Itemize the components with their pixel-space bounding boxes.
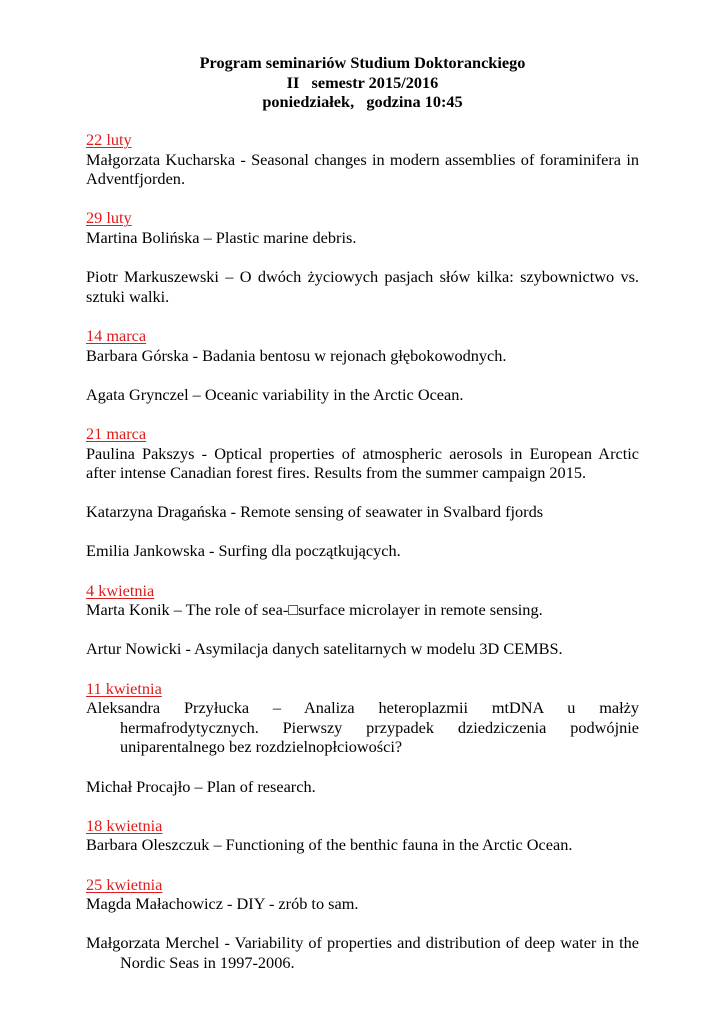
- talk-entry: Aleksandra Przyłucka – Analiza heteroplazmii mtDNA u małży hermafrodytycznych. Pierwszy przypadek dziedziczenia podwójnie uniparentalnego bez rozdzielnopłciowości?: [86, 698, 639, 757]
- talk-entry: Małgorzata Merchel - Variability of properties and distribution of deep water in the Nordic Seas in 1997-2006.: [86, 933, 639, 972]
- header-semester: II semestr 2015/2016: [286, 72, 439, 92]
- session-date: 29 luty: [86, 208, 132, 228]
- talk-entry: Barbara Górska - Badania bentosu w rejonach głębokowodnych.: [86, 345, 507, 365]
- document-header: [0, 53, 725, 112]
- talk-entry: Martina Bolińska – Plastic marine debris.: [86, 227, 357, 247]
- talk-entry: Magda Małachowicz - DIY - zrób to sam.: [86, 894, 359, 914]
- session-date: 11 kwietnia: [86, 678, 162, 698]
- session-25-kwietnia: [86, 875, 639, 973]
- session-22-luty: [86, 130, 639, 189]
- talk-entry: Piotr Markuszewski – O dwóch życiowych pasjach słów kilka: szybownictwo vs. sztuki walki.: [86, 267, 639, 306]
- talk-entry: Artur Nowicki - Asymilacja danych satelitarnych w modelu 3D CEMBS.: [86, 639, 563, 659]
- session-29-luty: [86, 208, 639, 306]
- talk-entry: Marta Konik – The role of sea-□surface microlayer in remote sensing.: [86, 600, 543, 620]
- session-11-kwietnia: [86, 679, 639, 797]
- talk-entry: Małgorzata Kucharska - Seasonal changes in modern assemblies of foraminifera in Adventfjorden.: [86, 149, 639, 189]
- header-schedule-time: poniedziałek, godzina 10:45: [262, 92, 463, 112]
- session-date: 18 kwietnia: [86, 815, 163, 835]
- session-date: 21 marca: [86, 423, 147, 443]
- session-date: 22 luty: [86, 130, 132, 149]
- talk-entry: Emilia Jankowska - Surfing dla początkujących.: [86, 541, 401, 561]
- seminar-schedule: [86, 130, 639, 973]
- talk-entry: Agata Grynczel – Oceanic variability in the Arctic Ocean.: [86, 384, 464, 404]
- talk-entry: Barbara Oleszczuk – Functioning of the benthic fauna in the Arctic Ocean.: [86, 835, 573, 855]
- session-date: 4 kwietnia: [86, 580, 155, 600]
- talk-entry: Michał Procajło – Plan of research.: [86, 776, 316, 796]
- talk-entry: Paulina Pakszys - Optical properties of atmospheric aerosols in European Arctic after intense Canadian forest fires. Results from the summer campaign 2015.: [86, 443, 639, 483]
- session-21-marca: [86, 424, 639, 561]
- session-18-kwietnia: [86, 816, 639, 855]
- session-date: 14 marca: [86, 325, 147, 345]
- talk-entry: Katarzyna Dragańska - Remote sensing of seawater in Svalbard fjords: [86, 502, 544, 522]
- session-4-kwietnia: [86, 581, 639, 659]
- session-date: 25 kwietnia: [86, 874, 163, 894]
- header-title: Program seminariów Studium Doktoranckiego: [199, 53, 526, 72]
- session-14-marca: [86, 326, 639, 404]
